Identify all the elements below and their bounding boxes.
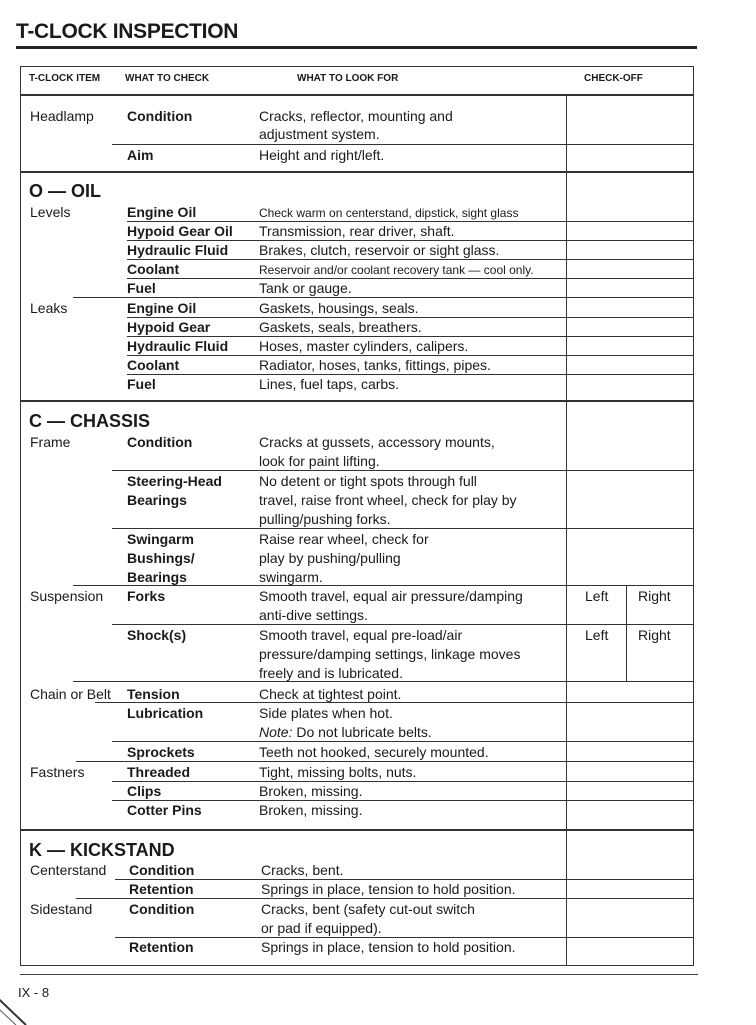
header-look: WHAT TO LOOK FOR xyxy=(297,73,399,84)
check-swingarm-1: Swingarm xyxy=(127,531,194,547)
inspection-table xyxy=(20,66,694,966)
look-threaded: Tight, missing bolts, nuts. xyxy=(259,764,417,780)
look-hydraulic-fluid: Brakes, clutch, reservoir or sight glass. xyxy=(259,242,500,258)
row-divider xyxy=(112,800,693,801)
header-item: T-CLOCK ITEM xyxy=(29,73,101,84)
check-coolant: Coolant xyxy=(127,261,180,277)
look-centerstand-retention: Springs in place, tension to hold position. xyxy=(261,881,516,897)
look-sidestand-retention: Springs in place, tension to hold position. xyxy=(261,939,516,955)
check-centerstand-condition: Condition xyxy=(129,862,195,878)
header-divider xyxy=(21,94,693,96)
row-divider xyxy=(127,278,693,279)
check-threaded: Threaded xyxy=(127,764,191,780)
check-frame-condition: Condition xyxy=(127,434,193,450)
row-divider xyxy=(112,470,693,471)
check-fuel: Fuel xyxy=(127,280,156,296)
look-shocks-1: Smooth travel, equal pre-load/air xyxy=(259,627,463,643)
row-divider xyxy=(127,355,693,356)
look-aim: Height and right/left. xyxy=(259,147,385,163)
note-label: Note: xyxy=(259,724,293,740)
look-coolant-leak: Radiator, hoses, tanks, fittings, pipes. xyxy=(259,357,491,373)
section-divider xyxy=(21,171,693,173)
check-steering-head-2: Bearings xyxy=(127,492,187,508)
row-divider xyxy=(127,374,693,375)
checkoff-forks-left[interactable]: Left xyxy=(585,588,609,604)
row-divider xyxy=(73,585,693,586)
page-title: T-CLOCK INSPECTION xyxy=(16,20,239,43)
row-divider xyxy=(115,879,693,880)
check-hydraulic-fluid: Hydraulic Fluid xyxy=(127,242,229,258)
check-lubrication: Lubrication xyxy=(127,705,204,721)
check-centerstand-retention: Retention xyxy=(129,881,194,897)
row-divider xyxy=(76,898,693,899)
row-divider xyxy=(115,937,693,938)
check-swingarm-2: Bushings/ xyxy=(127,550,195,566)
look-steering-1: No detent or tight spots through full xyxy=(259,473,477,489)
item-leaks: Leaks xyxy=(30,300,68,316)
check-engine-oil: Engine Oil xyxy=(127,204,197,220)
look-headlamp-condition-2: adjustment system. xyxy=(259,126,380,142)
look-hydraulic-fluid-leak: Hoses, master cylinders, calipers. xyxy=(259,338,469,354)
look-cotter-pins: Broken, missing. xyxy=(259,802,363,818)
row-divider xyxy=(112,144,693,145)
check-cotter-pins: Cotter Pins xyxy=(127,802,202,818)
look-tension: Check at tightest point. xyxy=(259,686,402,702)
row-divider xyxy=(76,761,693,762)
checkoff-forks-right[interactable]: Right xyxy=(638,588,671,604)
check-tension: Tension xyxy=(127,686,180,702)
look-headlamp-condition-1: Cracks, reflector, mounting and xyxy=(259,108,453,124)
check-hydraulic-fluid-leak: Hydraulic Fluid xyxy=(127,338,229,354)
row-divider xyxy=(127,240,693,241)
look-swingarm-3: swingarm. xyxy=(259,569,323,585)
look-fuel: Tank or gauge. xyxy=(259,280,352,296)
look-sidestand-condition-2: or pad if equipped). xyxy=(261,920,382,936)
check-steering-head-1: Steering-Head xyxy=(127,473,222,489)
check-condition: Condition xyxy=(127,108,193,124)
look-frame-condition-2: look for paint lifting. xyxy=(259,453,380,469)
header-checkoff: CHECK-OFF xyxy=(584,73,643,84)
item-headlamp: Headlamp xyxy=(30,108,94,124)
row-divider xyxy=(73,681,693,682)
look-engine-oil: Check warm on centerstand, dipstick, sight glass xyxy=(259,206,519,220)
look-coolant: Reservoir and/or coolant recovery tank — cool only. xyxy=(259,263,534,277)
footer-rule xyxy=(20,974,698,975)
look-fuel-leak: Lines, fuel taps, carbs. xyxy=(259,376,400,392)
left-right-divider xyxy=(626,586,627,681)
row-divider xyxy=(112,528,693,529)
row-divider xyxy=(112,741,693,742)
check-hypoid-gear-oil: Hypoid Gear Oil xyxy=(127,223,233,239)
check-sidestand-retention: Retention xyxy=(129,939,194,955)
section-divider xyxy=(21,829,693,831)
header-check: WHAT TO CHECK xyxy=(125,73,210,84)
look-lubrication-1: Side plates when hot. xyxy=(259,705,393,721)
section-oil: O — OIL xyxy=(29,181,101,201)
row-divider xyxy=(127,259,693,260)
look-sidestand-condition-1: Cracks, bent (safety cut-out switch xyxy=(261,901,475,917)
title-rule xyxy=(16,46,697,49)
check-engine-oil-leak: Engine Oil xyxy=(127,300,197,316)
look-sprockets: Teeth not hooked, securely mounted. xyxy=(259,744,489,760)
item-sidestand: Sidestand xyxy=(30,901,93,917)
look-shocks-3: freely and is lubricated. xyxy=(259,665,403,681)
row-divider xyxy=(127,317,693,318)
look-centerstand-condition: Cracks, bent. xyxy=(261,862,344,878)
look-forks-1: Smooth travel, equal air pressure/damping xyxy=(259,588,523,604)
look-swingarm-1: Raise rear wheel, check for xyxy=(259,531,429,547)
check-aim: Aim xyxy=(127,147,154,163)
note-text: Do not lubricate belts. xyxy=(292,724,432,740)
look-clips: Broken, missing. xyxy=(259,783,363,799)
corner-stamp-graphic xyxy=(0,985,36,1025)
item-levels: Levels xyxy=(30,204,71,220)
look-engine-oil-leak: Gaskets, housings, seals. xyxy=(259,300,419,316)
look-steering-3: pulling/pushing forks. xyxy=(259,511,391,527)
check-coolant-leak: Coolant xyxy=(127,357,180,373)
look-steering-2: travel, raise front wheel, check for play by xyxy=(259,492,517,508)
row-divider xyxy=(127,336,693,337)
row-divider xyxy=(95,702,693,703)
checkoff-column-divider xyxy=(566,95,567,966)
check-forks: Forks xyxy=(127,588,166,604)
check-swingarm-3: Bearings xyxy=(127,569,187,585)
checkoff-shocks-right[interactable]: Right xyxy=(638,627,671,643)
check-shocks: Shock(s) xyxy=(127,627,187,643)
check-fuel-leak: Fuel xyxy=(127,376,156,392)
page-number: IX - 8 xyxy=(18,985,50,1000)
check-sidestand-condition: Condition xyxy=(129,901,195,917)
checkoff-shocks-left[interactable]: Left xyxy=(585,627,609,643)
row-divider xyxy=(112,781,693,782)
item-frame: Frame xyxy=(30,434,71,450)
look-hypoid-gear-oil: Transmission, rear driver, shaft. xyxy=(259,223,455,239)
look-hypoid-gear: Gaskets, seals, breathers. xyxy=(259,319,422,335)
section-kickstand: K — KICKSTAND xyxy=(29,840,175,860)
look-forks-2: anti-dive settings. xyxy=(259,607,368,623)
check-hypoid-gear: Hypoid Gear xyxy=(127,319,211,335)
look-shocks-2: pressure/damping settings, linkage moves xyxy=(259,646,521,662)
item-centerstand: Centerstand xyxy=(30,862,107,878)
look-frame-condition-1: Cracks at gussets, accessory mounts, xyxy=(259,434,495,450)
item-fastners: Fastners xyxy=(30,764,85,780)
section-chassis: C — CHASSIS xyxy=(29,411,151,431)
item-suspension: Suspension xyxy=(30,588,104,604)
check-sprockets: Sprockets xyxy=(127,744,195,760)
check-clips: Clips xyxy=(127,783,162,799)
look-lubrication-note xyxy=(259,724,432,740)
section-divider xyxy=(21,400,693,402)
row-divider xyxy=(127,221,693,222)
item-chain-or-belt: Chain or Belt xyxy=(30,686,111,702)
look-swingarm-2: play by pushing/pulling xyxy=(259,550,401,566)
row-divider xyxy=(73,297,693,298)
row-divider xyxy=(112,624,693,625)
